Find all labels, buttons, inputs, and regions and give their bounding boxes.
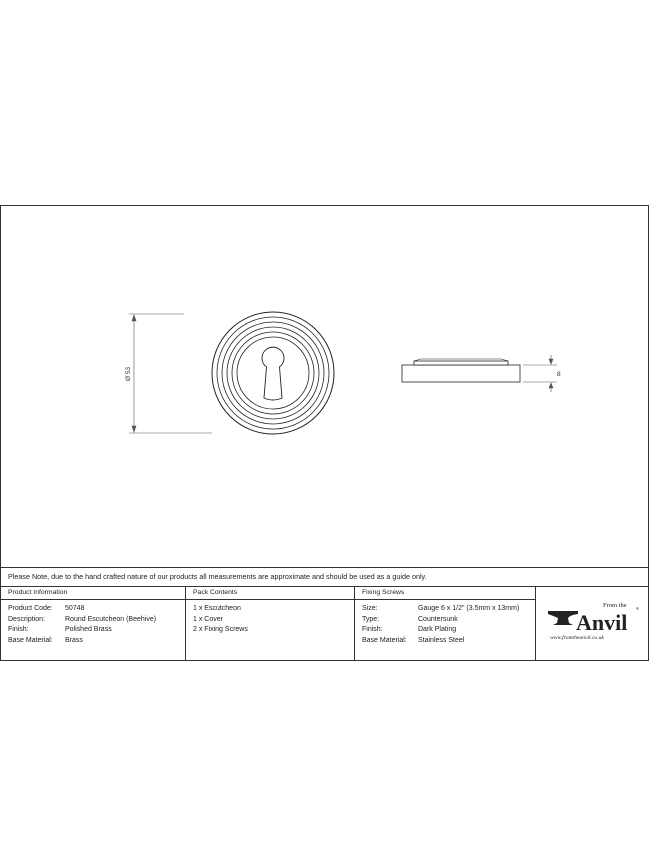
technical-drawing-sheet bbox=[0, 205, 649, 661]
product-drawing bbox=[1, 206, 648, 566]
pack-contents-heading: Pack Contents bbox=[186, 587, 354, 600]
svg-text:Anvil: Anvil bbox=[576, 610, 628, 635]
screw-base-material-row: Base Material: Stainless Steel bbox=[362, 636, 465, 644]
product-information-heading: Product Information bbox=[1, 587, 185, 600]
diameter-label: Ø 53 bbox=[125, 366, 132, 382]
escutcheon-side-view bbox=[402, 359, 520, 382]
svg-text:www.fromtheanvil.co.uk: www.fromtheanvil.co.uk bbox=[550, 635, 604, 641]
fixing-screws-panel bbox=[355, 587, 536, 660]
product-code-row: Product Code: 50748 bbox=[8, 605, 85, 612]
pack-contents-panel bbox=[186, 587, 355, 660]
pack-item: 1 x Escutcheon bbox=[193, 605, 241, 612]
from-the-anvil-logo bbox=[546, 597, 642, 649]
screw-type-row: Type: Countersunk bbox=[362, 615, 458, 623]
diameter-dimension bbox=[129, 314, 212, 433]
brand-logo-panel bbox=[536, 587, 648, 660]
screw-finish-row: Finish: Dark Plating bbox=[362, 626, 457, 633]
description-row: Description: Round Escutcheon (Beehive) bbox=[8, 615, 157, 623]
finish-row: Finish: Polished Brass bbox=[8, 626, 112, 633]
measurement-note: Please Note, due to the hand crafted nature of our products all measurements are approximate and should be used as a guide only. bbox=[1, 567, 648, 587]
fixing-screws-heading: Fixing Screws bbox=[355, 587, 535, 600]
pack-item: 1 x Cover bbox=[193, 615, 223, 623]
pack-item: 2 x Fixing Screws bbox=[193, 626, 248, 633]
base-material-row: Base Material: Brass bbox=[8, 636, 83, 644]
info-table bbox=[1, 587, 648, 660]
height-dimension bbox=[523, 355, 557, 392]
height-label: 8 bbox=[557, 371, 561, 378]
svg-text:From the: From the bbox=[603, 602, 627, 609]
screw-size-row: Size: Gauge 6 x 1/2" (3.5mm x 13mm) bbox=[362, 605, 520, 612]
escutcheon-front-view bbox=[212, 312, 334, 434]
svg-text:®: ® bbox=[636, 606, 639, 611]
keyhole-shape bbox=[262, 347, 284, 400]
product-information-panel bbox=[1, 587, 186, 660]
anvil-icon bbox=[548, 611, 578, 625]
